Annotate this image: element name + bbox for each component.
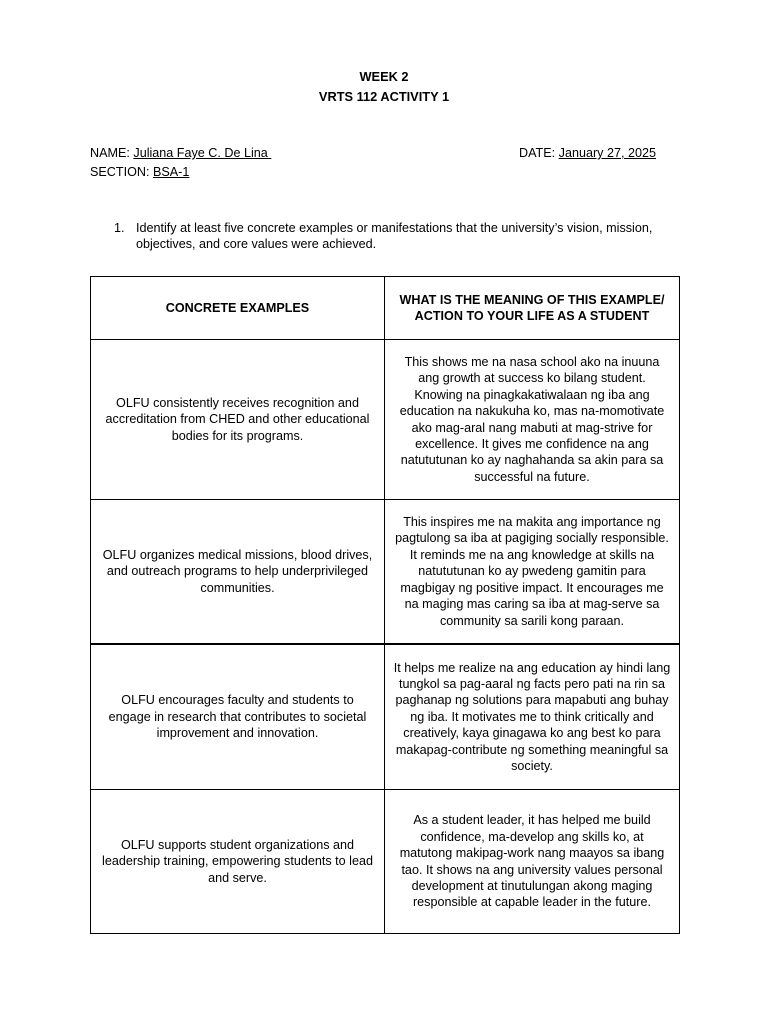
example-cell: OLFU supports student organizations and leadership training, empowering students to lead and serve. xyxy=(91,790,385,934)
meaning-cell: As a student leader, it has helped me build confidence, ma-develop ang skills ko, at matutong makipag-work nang maayos sa ibang tao. It shows na ang university values personal development at tinutulungan akong maging responsible at capable leader in the future. xyxy=(385,790,680,934)
meaning-cell: It helps me realize na ang education ay hindi lang tungkol sa pag-aaral ng facts pero pati na rin sa paghanap ng solutions para mapabuti ang buhay ng iba. It motivates me to think critically and creatively, kaya ginagawa ko ang best ko para makapag-contribute ng something meaningful sa society. xyxy=(385,644,680,790)
name-value: Juliana Faye C. De Lina xyxy=(133,146,272,160)
date-value: January 27, 2025 xyxy=(558,146,656,160)
meaning-cell: This inspires me na makita ang importance ng pagtulong sa iba at pagiging socially responsible. It reminds me na ang knowledge at skills na natututunan ko ay pwedeng gamitin para magbigay ng positive impact. It encourages me na maging mas caring sa iba at mag-serve sa community sa sarili kong paraan. xyxy=(385,500,680,645)
name-label: NAME: xyxy=(90,146,134,160)
instruction-number: 1. xyxy=(114,221,125,235)
section-value: BSA-1 xyxy=(152,165,190,179)
examples-table xyxy=(90,276,680,934)
header-concrete-examples: CONCRETE EXAMPLES xyxy=(91,277,385,340)
meaning-cell: This shows me na nasa school ako na inuuna ang growth at success ko bilang student. Knowing na pinagkakatiwalaan ng iba ang education na nakukuha ko, mas na-momotivate ako mag-aral nang mabuti at mag-strive for excellence. It gives me confidence na ang natututunan ko ay naghahanda sa akin para sa successful na future. xyxy=(385,340,680,500)
table-row xyxy=(91,644,680,790)
section-field xyxy=(90,164,189,180)
example-cell: OLFU organizes medical missions, blood drives, and outreach programs to help underprivileged communities. xyxy=(91,500,385,645)
name-field xyxy=(90,145,271,161)
week-heading: WEEK 2 xyxy=(359,69,409,84)
date-label: DATE: xyxy=(519,146,559,160)
instruction-text: Identify at least five concrete examples or manifestations that the university’s vision, mission, objectives, and core values were achieved. xyxy=(136,221,653,252)
example-cell: OLFU consistently receives recognition and accreditation from CHED and other educational bodies for its programs. xyxy=(91,340,385,500)
table-row xyxy=(91,340,680,500)
activity-heading: VRTS 112 ACTIVITY 1 xyxy=(318,89,450,104)
header-meaning: WHAT IS THE MEANING OF THIS EXAMPLE/ ACTION TO YOUR LIFE AS A STUDENT xyxy=(385,277,680,340)
table-row xyxy=(91,500,680,645)
date-field xyxy=(519,145,656,161)
table-header-row xyxy=(91,277,680,340)
section-label: SECTION: xyxy=(90,165,153,179)
table-row xyxy=(91,790,680,934)
example-cell: OLFU encourages faculty and students to engage in research that contributes to societal improvement and innovation. xyxy=(91,644,385,790)
